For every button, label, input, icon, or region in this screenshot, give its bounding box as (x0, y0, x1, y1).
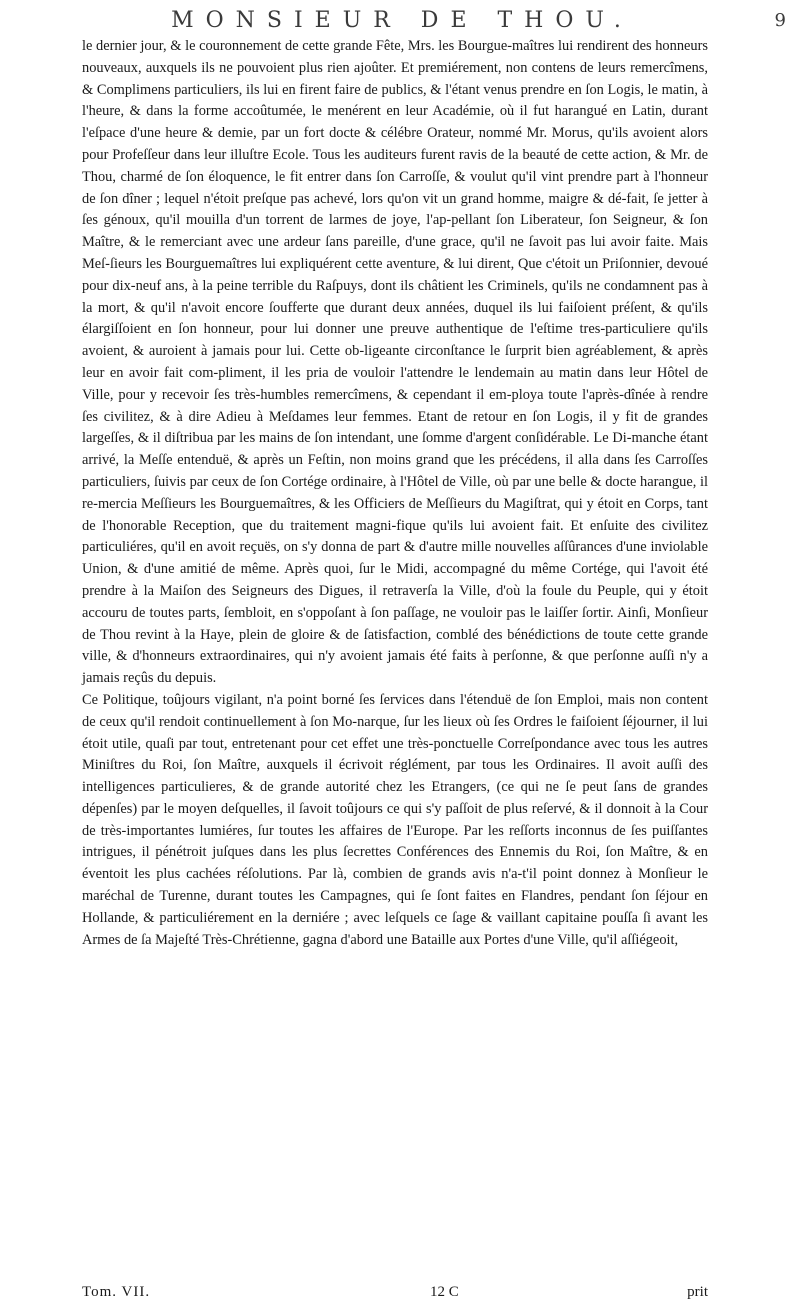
running-title: MONSIEUR DE THOU. (171, 8, 633, 33)
page-number: 9 (774, 10, 786, 31)
main-text (82, 36, 708, 951)
paragraph-2: Ce Politique, toûjours vigilant, n'a point borné ſes ſervices dans l'étenduë de ſon Emploi, mais non content de ceux qu'il rendoit continuellement à ſon Mo-narque, ſur les lieux où ſes Ordres le faiſoient ſéjourner, il lui étoit utile, quaſi par tout, entretenant pour cet effet une très-ponctuelle Correſpondance avec tous les autres Miniſtres du Roi, ſon Maître, auxquels il écrivoit réglément, par tous les Ordinaires. Il avoit auſſi des intelligences particulieres, & de grande autorité chez les Etrangers, (ce qui ne ſe peut ſans de grandes dépenſes) par le moyen deſquelles, il ſavoit toûjours ce qui s'y paſſoit de plus reſervé, & il donnoit à la Cour de très-importantes lumiéres, ſur toutes les affaires de l'Europe. Par les reſſorts inconnus de ſes puiſſantes intrigues, il pénétroit juſques dans les plus ſecrettes Conférences des Ennemis du Roi, ſon Maître, & en éventoit les plus cachées réſolutions. Par là, combien de grands avis n'a-t'il point donnez à Monſieur le maréchal de Turenne, durant toutes les Campagnes, qui ſe ſont faites en Flandres, pendant ſon ſéjour en Hollande, & particuliérement en la derniére ; avec leſquels ce ſage & vaillant capitaine pouſſa ſi avant les Armes de ſa Majeſté Très-Chrétienne, gagna d'abord une Bataille aux Portes d'une Ville, qu'il aſſiégeoit, (82, 691, 708, 948)
volume-number: Tom. VII. (82, 1284, 151, 1300)
paragraph-1: le dernier jour, & le couronnement de cette grande Fête, Mrs. les Bourgue-maîtres lui rendirent des honneurs nouveaux, auxquels ils ne pouvoient plus rien ajoûter. Et premiérement, non contens de leurs remercîmens, & Complimens particuliers, ils lui en firent faire de publics, & l'étant venus prendre en ſon Logis, le matin, à l'heure, & dans la forme accoûtumée, le menérent en leur Académie, où il fut harangué en Latin, durant l'eſpace d'une heure & demie, par un fort docte & célébre Orateur, nommé Mr. Morus, qu'ils avoient alors pour Profeſſeur dans leur illuſtre Ecole. Tous les auditeurs furent ravis de la beauté de cette action, & Mr. de Thou, charmé de ſon éloquence, le fit entrer dans ſon Carroſſe, & voulut qu'il vint prendre part à l'honneur de ſon dîner ; lequel n'étoit preſque pas achevé, lors qu'on vit un grand homme, maigre & dé-fait, ſe jetter à ſes génoux, qu'il mouilla d'un torrent de larmes de joye, l'ap-pellant ſon Liberateur, ſon Seigneur, & ſon Maître, & le remerciant avec une ardeur ſans pareille, d'une grace, qu'il ne ſavoit pas lui avoir faite. Mais Meſ-ſieurs les Bourguemaîtres lui expliquérent cette aventure, & lui dirent, Que c'étoit un Priſonnier, devoué pour dix-neuf ans, à la peine terrible du Raſpuys, dont ils châtient les Criminels, qu'ils ne condamnent pas à la mort, & qu'il n'avoit encore ſoufferte que durant deux années, duquel ils lui faiſoient préſent, & qu'ils élargiſſoient en ſon honneur, pour lui donner une preuve authentique de l'eſtime tres-particuliere qu'ils avoient, & auroient à jamais pour lui. Cette ob-ligeante circonſtance le ſurprit bien agréablement, & après leur en avoir fait com-pliment, il les pria de vouloir l'attendre le lendemain au matin dans leur Hôtel de Ville, pour y recevoir ſes très-humbles remercîmens, & cependant il em-ploya toute l'après-dînée à rendre ſes civilitez, & à dire Adieu à Meſdames leur femmes. Etant de retour en ſon Logis, il y fit de grandes largeſſes, & il diſtribua par les mains de ſon intendant, une ſomme d'argent conſidérable. Le Di-manche étant arrivé, la Meſſe entenduë, & après un Feſtin, non moins grand que les précédens, il alla dans ſes Carroſſes particuliers, ſuivis par ceux de ſon Cortége ordinaire, à l'Hôtel de Ville, où par une belle & docte harangue, il re-mercia Meſſieurs les Bourguemaîtres, & les Officiers de Meſſieurs du Magiſtrat, qui y étoit en Corps, tant de l'honorable Reception, que du traitement magni-fique qu'ils lui avoient fait. Et enſuite des civilitez particuliéres, qu'il en avoit reçuës, on s'y donna de part & d'autre mille nouvelles aſſûrances d'une inviolable Union, & d'une amitié de même. Après quoi, ſur le Midi, accompagné du même Cortége, qui l'avoit été prendre à la Maiſon des Seigneurs des Digues, il retraverſa la Ville, d'où la foule du Peuple, qui y étoit accouru de toutes parts, ſembloit, en s'oppoſant à ſon paſſage, ne vouloir pas le laiſſer ſortir. Ainſi, Monſieur de Thou revint à la Haye, plein de gloire & de ſatisfaction, comblé des bénédictions de toute cette grande ville, & d'honneurs extraordinaires, qui n'y avoient jamais été faits à perſonne, & que perſonne auſſi n'y a jamais reçûs du depuis. (82, 38, 708, 687)
catchword: prit (687, 1284, 708, 1300)
signature-mark: 12 C (430, 1284, 459, 1300)
